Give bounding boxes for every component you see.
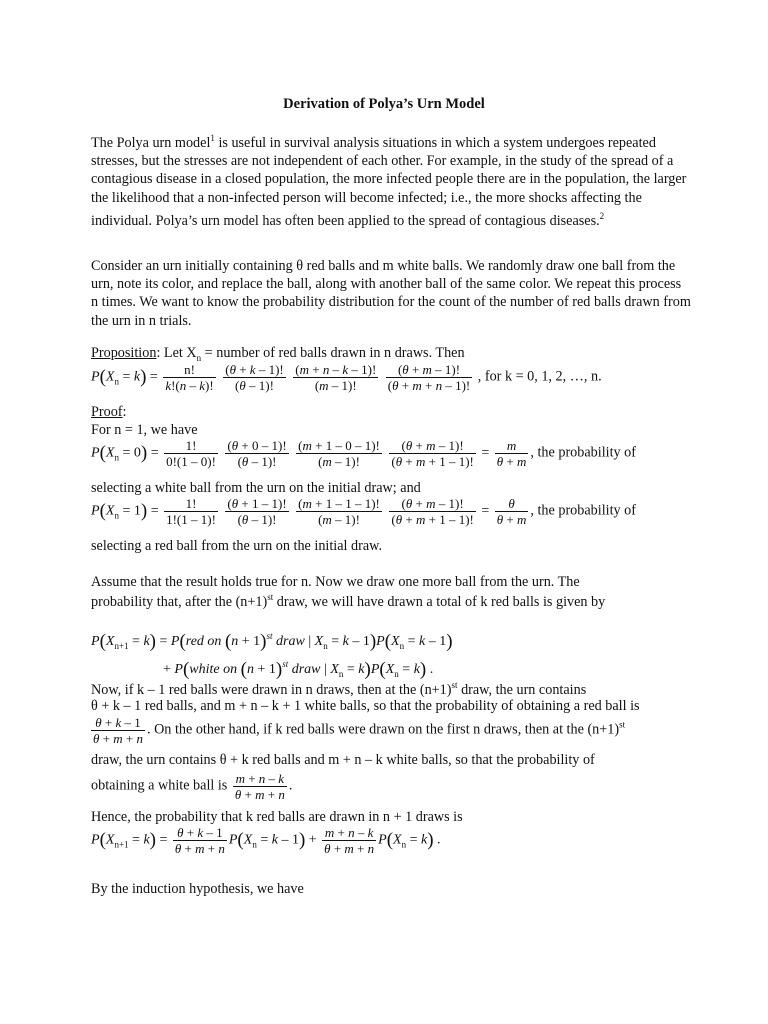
white-prob-end: . [288,777,293,794]
proposition-formula: $P(X_n = k)$ = $\frac{n!}{k!(n - k)!}$ $\frac{(\theta + k - 1)!}{(\theta - 1)!}$ $\frac{(m + n - k - 1)!}{(m - 1)!}$ $\frac{(\theta + m - 1)!}{(\theta + m + n - 1)!}$ , for k = 0, 1, 2, …, n. [91,362,602,393]
ordinal-st-3: st [619,719,626,730]
case-red-text-a: Now, if k – 1 red balls were drawn in n draws, then at the (n+1) [91,682,452,698]
intro-text-a: The Polya urn model [91,135,211,151]
footnote-1: 1 [210,133,215,143]
red-ball-note: selecting a red ball from the urn on the initial draw. [91,538,383,554]
white-ball-note: selecting a white ball from the urn on the initial draw; and [91,480,421,496]
induction-hypothesis-line: By the induction hypothesis, we have [91,881,304,897]
case-red-line-1 [91,680,586,699]
white-prob-text: obtaining a white ball is [91,777,228,794]
proposition-line [91,345,465,363]
ordinal-st: st [267,592,274,602]
equation-zero-tail: , the probability of [530,444,636,461]
recursion-intro: Hence, the probability that k red balls are drawn in n + 1 draws is [91,809,463,825]
induction-text-b: draw, we will have drawn a total of k red balls is given by [273,594,606,610]
induction-text-a: probability that, after the (n+1) [91,594,268,610]
induction-line-2 [91,592,605,611]
proof-heading [91,404,126,421]
proof-colon: : [122,404,127,420]
equation-zero-red: $P(X_n = 0)$ = $\frac{1!}{0!(1 - 0)!}$ $\frac{(\theta + 0 - 1)!}{(\theta - 1)!}$ $\frac{(m + 1 - 0 - 1)!}{(m - 1)!}$ $\frac{(\theta + m - 1)!}{(\theta + m + 1 - 1)!}$ = $\frac{m}{\theta + m}$ , the probability of [91,438,636,469]
urn-setup-paragraph: Consider an urn initially containing θ red balls and m white balls. We randomly draw one ball from the urn, note its color, and replace the ball, along with another ball of the same color. We repeat this process n times. We want to know the probability distribution for the count of the number of red balls drawn from the urn in n trials. [91,258,691,329]
proposition-text-b: = number of red balls drawn in n draws. Then [201,345,465,361]
equation-one-tail: , the probability of [530,502,636,519]
document-title: Derivation of Polya’s Urn Model [283,96,485,112]
conditional-formula-2: + P(white on $(n + 1)^{st}$ draw | $X_n = k)P(X_n = k)$ . [163,658,434,680]
equation-one-red: $P(X_n = 1)$ = $\frac{1!}{1!(1 - 1)!}$ $\frac{(\theta + 1 - 1)!}{(\theta - 1)!}$ $\frac{(m + 1 - 1 - 1)!}{(m - 1)!}$ $\frac{(\theta + m - 1)!}{(\theta + m + 1 - 1)!}$ = $\frac{\theta}{\theta + m}$ , the probability of [91,496,636,527]
proof-label: Proof [91,404,123,420]
white-prob-line: obtaining a white ball is $\frac{m + n - k}{\theta + m + n}$ . [91,771,293,802]
proposition-suffix: , for k = 0, 1, 2, …, n. [477,368,602,385]
case-red-line-2: θ + k – 1 red balls, and m + n – k + 1 white balls, so that the probability of obtaining a red ball is [91,698,640,714]
proposition-subscript: n [196,353,202,363]
proposition-label: Proposition [91,345,157,361]
red-prob-fraction-line: $\frac{\theta + k - 1}{\theta + m + n}$ . On the other hand, if k red balls were drawn on the first n draws, then at the $(n+1)^{st}$ [93,715,626,746]
ordinal-st-2: st [451,680,458,690]
recursion-formula: $P(X_{n+1} = k)$ = $\frac{\theta + k - 1}{\theta + m + n}$ $P(X_n = k - 1)$ + $\frac{m + n - k}{\theta + m + n}$ $P(X_n = k)$ . [91,825,441,856]
induction-line-1: Assume that the result holds true for n. Now we draw one more ball from the urn. The [91,574,580,590]
intro-text-b: is useful in survival analysis situations in which a system undergoes repeated stresses, but the stresses are not independent of each other. For example, in the study of the spread of a contagious disease in a closed population, the more infected people there are in the population, the larger the likelihood that a non-infected person will become infected; i.e., the more shocks affecting the individual. Polya’s urn model has often been applied to the spread of contagious diseases. [91,135,687,229]
footnote-2: 2 [599,210,605,221]
proposition-text-a: : Let X [156,345,197,361]
conditional-formula-1: $P(X_{n+1} = k) = P(red$ on $(n + 1)^{st}$ draw | $X_n = k - 1)P(X_n = k - 1)$ [91,630,453,652]
case-red-text-b: draw, the urn contains [457,682,587,698]
intro-paragraph [91,129,691,230]
for-n1-line: For n = 1, we have [91,422,198,438]
case-white-line: draw, the urn contains θ + k red balls and m + n – k white balls, so that the probability of [91,752,595,768]
case-white-text-a: . On the other hand, if k red balls were drawn on the first n draws, then at the (n+1) [146,721,620,738]
